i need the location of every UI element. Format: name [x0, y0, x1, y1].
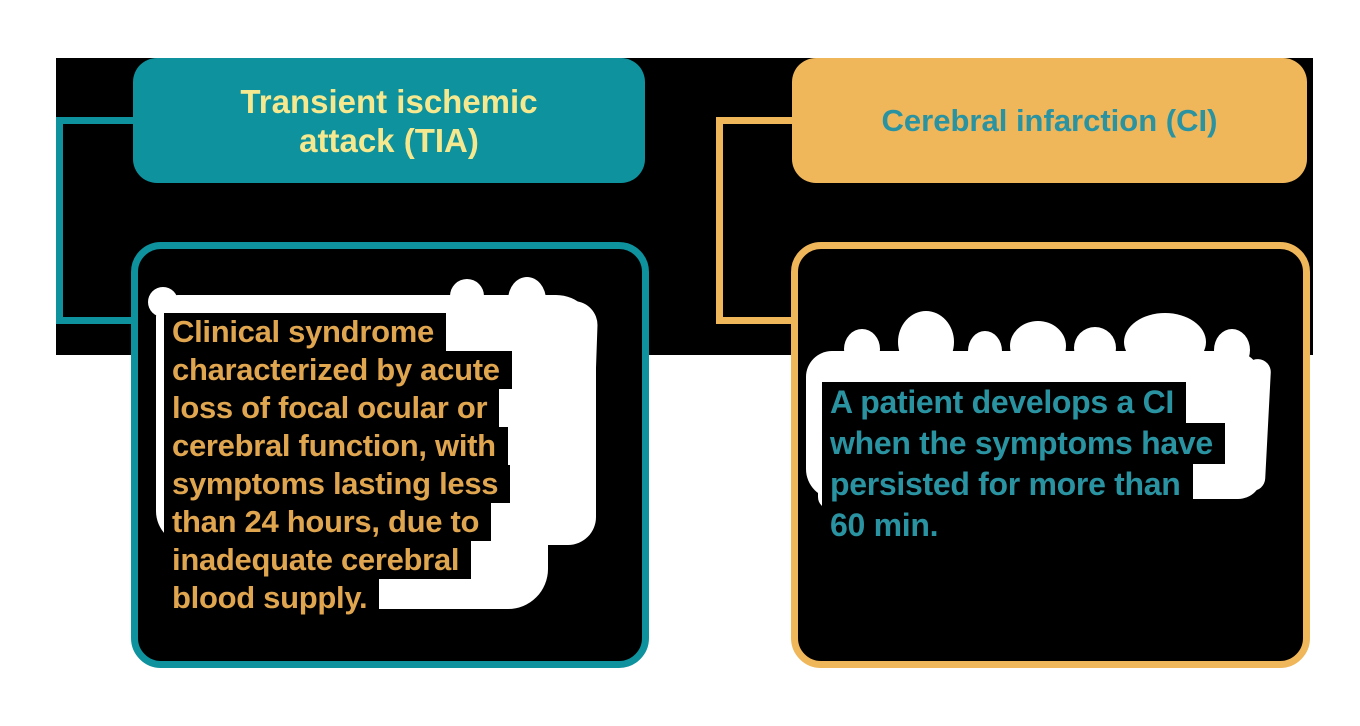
text-line: blood supply. [164, 579, 379, 617]
text-line: loss of focal ocular or [164, 389, 499, 427]
text-line: than 24 hours, due to [164, 503, 491, 541]
ci-definition-text [822, 382, 1225, 546]
text-line: Clinical syndrome [164, 313, 446, 351]
tia-header-box [133, 58, 645, 183]
tia-connector-bracket [56, 117, 140, 324]
tia-definition-text [164, 313, 512, 617]
text-line: A patient develops a CI [822, 382, 1186, 423]
tia-header-title: Transient ischemic attack (TIA) [240, 82, 538, 159]
text-line: characterized by acute [164, 351, 512, 389]
ci-connector-bracket [716, 117, 800, 324]
text-line: symptoms lasting less [164, 465, 510, 503]
text-line: cerebral function, with [164, 427, 508, 465]
text-line: persisted for more than [822, 464, 1193, 505]
text-line: inadequate cerebral [164, 541, 471, 579]
tia-definition-box [131, 242, 649, 668]
ci-header-box [792, 58, 1307, 183]
ci-definition-box [791, 242, 1310, 668]
ci-header-title: Cerebral infarction (CI) [881, 102, 1218, 138]
text-line: when the symptoms have [822, 423, 1225, 464]
text-line: 60 min. [822, 505, 950, 546]
